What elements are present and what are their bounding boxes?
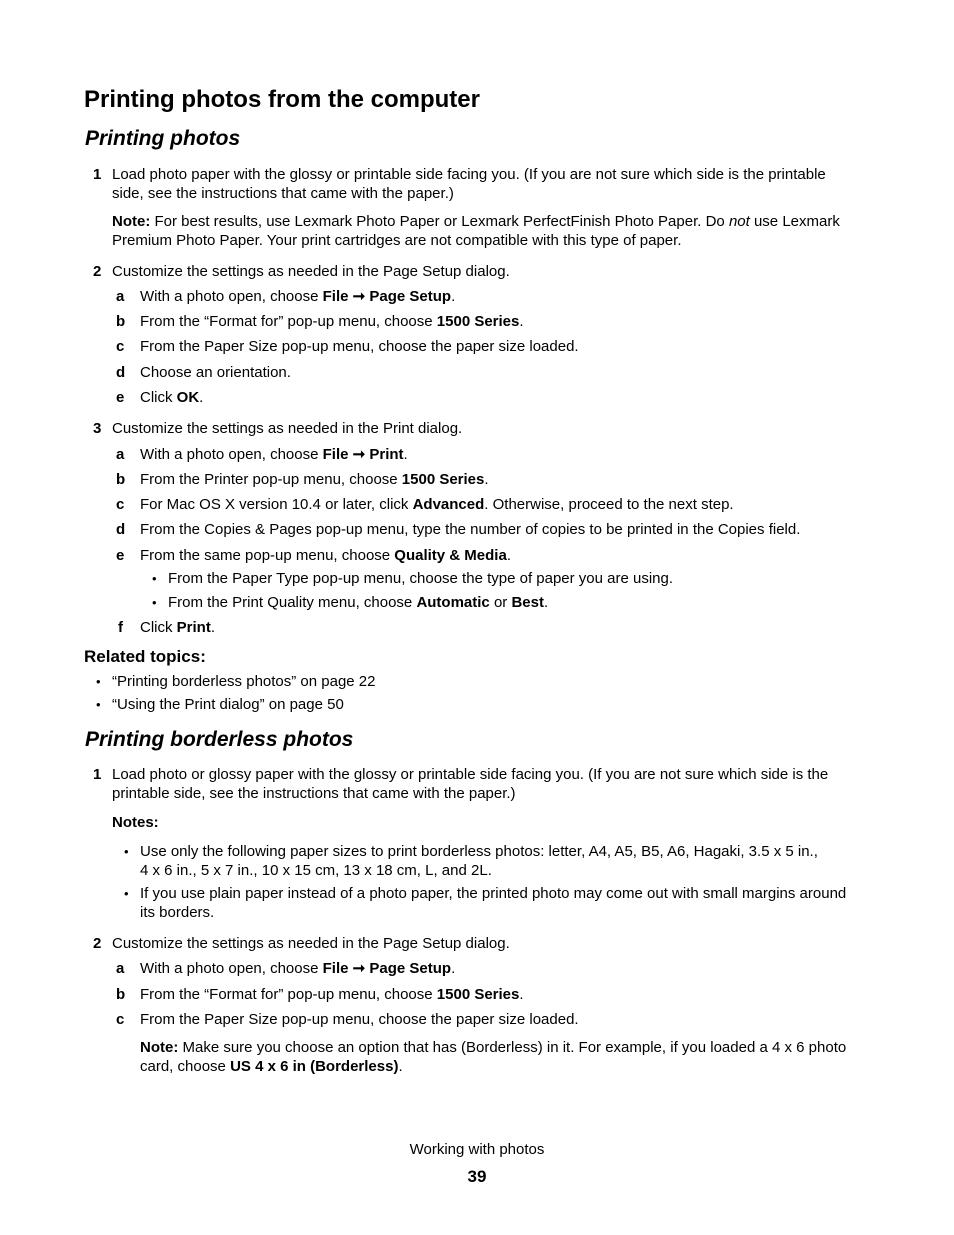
substep-letter: d bbox=[116, 364, 126, 381]
step-number: 2 bbox=[93, 935, 102, 952]
substep-letter: e bbox=[116, 547, 125, 564]
bullet-text: If you use plain paper instead of a photo paper, the printed photo may come out with small margins around bbox=[140, 885, 847, 902]
note-label: Note: bbox=[140, 1039, 179, 1056]
step-number: 1 bbox=[93, 766, 102, 783]
step-number: 1 bbox=[93, 166, 102, 183]
substep-text: Click Print. bbox=[140, 619, 216, 636]
related-topics-heading: Related topics: bbox=[84, 647, 206, 666]
step-text: Load photo paper with the glossy or printable side facing you. (If you are not sure which side is the printable bbox=[112, 166, 826, 183]
arrow-icon: ➞ bbox=[348, 960, 370, 977]
substep-text: From the Printer pop-up menu, choose 1500 Series. bbox=[140, 471, 489, 488]
substep-text: With a photo open, choose File ➞ Page Setup. bbox=[140, 288, 456, 305]
bullet-text: From the Paper Type pop-up menu, choose the type of paper you are using. bbox=[168, 570, 674, 587]
substep-text: From the “Format for” pop-up menu, choose 1500 Series. bbox=[140, 986, 524, 1003]
substep-letter: a bbox=[116, 960, 125, 977]
step-text: Customize the settings as needed in the Print dialog. bbox=[112, 420, 463, 437]
substep-letter: b bbox=[116, 986, 126, 1003]
related-topic-link[interactable]: “Using the Print dialog” on page 50 bbox=[112, 696, 344, 713]
bullet: • bbox=[152, 571, 157, 586]
note-text: card, choose US 4 x 6 in (Borderless). bbox=[140, 1058, 403, 1075]
bullet: • bbox=[96, 674, 101, 689]
step-text: printable side, see the instructions that came with the paper.) bbox=[112, 785, 516, 802]
bullet-text: 4 x 6 in., 5 x 7 in., 10 x 15 cm, 13 x 18 cm, L, and 2L. bbox=[140, 862, 492, 879]
arrow-icon: ➞ bbox=[348, 288, 370, 305]
bullet-text: Use only the following paper sizes to print borderless photos: letter, A4, A5, B5, A6, Hagaki, 3.5 x 5 in., bbox=[140, 843, 818, 860]
related-topic-link[interactable]: “Printing borderless photos” on page 22 bbox=[112, 673, 376, 690]
substep-letter: c bbox=[116, 496, 125, 513]
section-heading-printing-photos: Printing photos bbox=[85, 127, 241, 150]
note: Note: Make sure you choose an option that has (Borderless) in it. For example, if you loaded a 4 x 6 photo bbox=[140, 1039, 847, 1056]
bullet-text: From the Print Quality menu, choose Automatic or Best. bbox=[168, 594, 549, 611]
substep-letter: e bbox=[116, 389, 125, 406]
bullet: • bbox=[152, 595, 157, 610]
page-title: Printing photos from the computer bbox=[84, 86, 480, 113]
substep-letter: c bbox=[116, 338, 125, 355]
substep-text: For Mac OS X version 10.4 or later, click Advanced. Otherwise, proceed to the next step. bbox=[140, 496, 734, 513]
bullet-text: its borders. bbox=[140, 904, 215, 921]
substep-text: Click OK. bbox=[140, 389, 204, 406]
section-heading-printing-borderless-photos: Printing borderless photos bbox=[85, 728, 354, 751]
substep-letter: f bbox=[118, 619, 123, 636]
substep-text: With a photo open, choose File ➞ Print. bbox=[140, 446, 408, 463]
substep-text: Choose an orientation. bbox=[140, 364, 291, 381]
substep-text: From the Copies & Pages pop-up menu, type the number of copies to be printed in the Copies field. bbox=[140, 521, 801, 538]
substep-letter: b bbox=[116, 313, 126, 330]
notes-label: Notes: bbox=[112, 814, 159, 831]
arrow-icon: ➞ bbox=[348, 446, 370, 463]
step-number: 3 bbox=[93, 420, 102, 437]
note: Note: For best results, use Lexmark Photo Paper or Lexmark PerfectFinish Photo Paper. Do not use Lexmark bbox=[112, 213, 840, 230]
bullet: • bbox=[124, 844, 129, 859]
bullet: • bbox=[124, 886, 129, 901]
substep-letter: a bbox=[116, 446, 125, 463]
page-number: 39 bbox=[467, 1167, 487, 1186]
step-number: 2 bbox=[93, 263, 102, 280]
note-label: Note: bbox=[112, 213, 151, 230]
substep-letter: d bbox=[116, 521, 126, 538]
step-text: Customize the settings as needed in the Page Setup dialog. bbox=[112, 263, 510, 280]
substep-text: With a photo open, choose File ➞ Page Setup. bbox=[140, 960, 456, 977]
note-text: Premium Photo Paper. Your print cartridges are not compatible with this type of paper. bbox=[112, 232, 682, 249]
substep-text: From the Paper Size pop-up menu, choose the paper size loaded. bbox=[140, 338, 579, 355]
bullet: • bbox=[96, 697, 101, 712]
substep-text: From the Paper Size pop-up menu, choose the paper size loaded. bbox=[140, 1011, 579, 1028]
step-text: Load photo or glossy paper with the glossy or printable side facing you. (If you are not sure which side is the bbox=[112, 766, 829, 783]
substep-letter: c bbox=[116, 1011, 125, 1028]
substep-letter: a bbox=[116, 288, 125, 305]
substep-text: From the same pop-up menu, choose Quality & Media. bbox=[140, 547, 511, 564]
step-text: side, see the instructions that came with the paper.) bbox=[112, 185, 454, 202]
substep-text: From the “Format for” pop-up menu, choose 1500 Series. bbox=[140, 313, 524, 330]
step-text: Customize the settings as needed in the Page Setup dialog. bbox=[112, 935, 510, 952]
footer-section-title: Working with photos bbox=[409, 1141, 545, 1158]
substep-letter: b bbox=[116, 471, 126, 488]
